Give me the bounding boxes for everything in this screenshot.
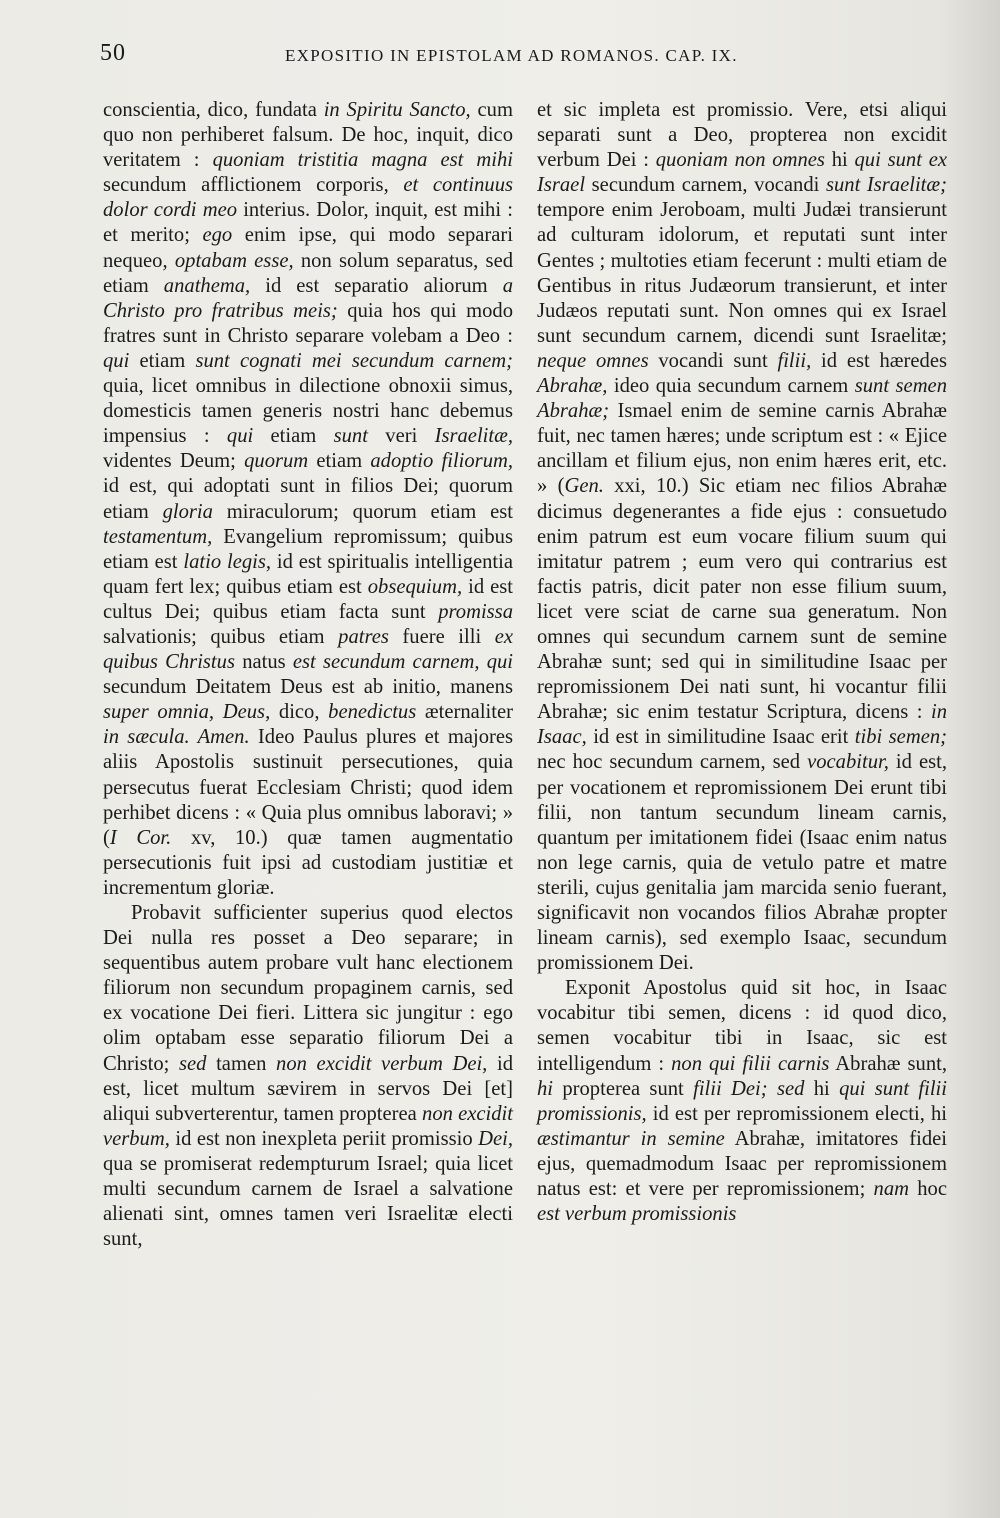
italic-text: obsequium,	[367, 575, 463, 598]
text-run: Ideo Paulus plures et majores aliis Apostolis sustinuit persecutiones, quia persecutus fuerat Ecclesiam Christi; quod idem perhibet dicens : « Quia plus omnibus laboravi; » (	[103, 726, 514, 849]
italic-text: Gen.	[564, 475, 604, 498]
italic-text: Dei,	[478, 1127, 513, 1150]
text-run: id est in similitudine Isaac erit	[586, 726, 855, 749]
page-number: 50	[100, 40, 126, 66]
italic-text: sed	[179, 1052, 207, 1075]
italic-text: filii,	[777, 349, 812, 372]
italic-text: super omnia, Deus,	[103, 701, 271, 724]
text-run: id est, licet multum sævirem in servos Dei [et] aliqui subverterentur, tamen propterea	[103, 1052, 513, 1125]
italic-text: sunt semen Abrahæ;	[537, 375, 947, 423]
text-run: propterea sunt	[553, 1077, 694, 1100]
italic-text: sunt Israelitæ;	[825, 174, 948, 197]
text-run: id est non inexpleta periit promissio	[169, 1127, 479, 1150]
italic-text: in Spiritu Sancto,	[323, 99, 471, 121]
running-header	[100, 40, 950, 80]
italic-text: adoptio filiorum,	[370, 450, 514, 473]
italic-text: nam	[873, 1178, 910, 1201]
text-run: Ismael enim de semine carnis Abrahæ fuit, nec tamen hæres; unde scriptum est : « Ejice ancillam et filium ejus, non enim hæres erit, etc. » (	[537, 400, 947, 498]
text-run: secundum carnem, vocandi	[585, 174, 826, 197]
text-run: tempore enim Jeroboam, multi Judæi transierunt ad culturam idolorum, et reputati sunt inter Gentes ; multoties etiam fecerunt : multi etiam de Gentibus in ritus Judæorum transierunt, et inter Judæos reputati sunt. Non omnes qui ex Israel sunt secundum carnem, dicendi sunt Israelitæ;	[537, 199, 947, 347]
text-run: id est cultus Dei; quibus etiam facta sunt	[103, 575, 513, 623]
text-run: xxi, 10.) Sic etiam nec filios Abrahæ dicimus degenerantes a fide ejus : consuetudo enim patrum est eum vocare filium suum qui imitatur patrem ; eum vero qui contrarius est factis patris, dicit pater non esse filium suum, licet vere sciat de carne sua generatum. Non omnes qui secundum carnem sunt de semine Abrahæ sunt; sed qui in similitudine Isaac per repromissionem Dei nati sunt, hi vocantur filii Abrahæ; sic enim testatur Scriptura, dicens :	[537, 475, 948, 724]
text-run: quia hos qui modo fratres sunt in Christo separare volebam a Deo :	[103, 299, 514, 347]
italic-text: quorum	[244, 450, 309, 473]
text-run: id est hæredes	[811, 349, 947, 372]
text-run: id est spiritualis intelligentia quam fert lex; quibus etiam est	[103, 550, 513, 598]
text-run: secundum Deitatem Deus est ab initio, manens	[103, 676, 513, 699]
text-run: ideo quia secundum carnem	[607, 375, 855, 398]
italic-text: Israelitæ,	[434, 425, 513, 448]
text-run: videntes Deum;	[103, 450, 245, 473]
text-run: Abrahæ sunt,	[829, 1052, 947, 1075]
text-run: dico,	[270, 701, 329, 724]
italic-text: in sæcula. Amen.	[103, 726, 250, 749]
text-run: Evangelium repromissum; quibus etiam est	[103, 525, 513, 573]
italic-text: neque omnes	[537, 349, 649, 372]
text-run: Probavit sufficienter superius quod electos Dei nulla res posset a Deo separare; in sequentibus autem probare vult hanc electionem filiorum non secundum propaginem carnis, sed ex vocatione Dei fieri. Littera sic jungitur : ego olim optabam esse separatio filiorum Dei a Christo;	[103, 902, 513, 1075]
italic-text: non excidit verbum Dei,	[276, 1052, 488, 1075]
italic-text: æstimantur in semine	[537, 1127, 725, 1150]
italic-text: quoniam non omnes	[655, 149, 825, 172]
text-run: id est, qui adoptati sunt in filios Dei; quorum etiam	[103, 475, 513, 523]
italic-text: est secundum carnem, qui	[292, 651, 514, 674]
text-run: id est, per vocationem et repromissionem Dei erunt tibi filii, non tantum secundum lineam carnis, quantum per imitationem fidei (Isaac enim natus non lege carnis, quia de vetulo patre et matre sterili, cujus genitalia jam marcida senio fuerant, significavit non vocandos filios Abrahæ propter lineam carnis), sed exemplo Isaac, secundum promissionem Dei.	[537, 751, 947, 975]
italic-text: I Cor.	[109, 826, 172, 849]
italic-text: latio legis,	[183, 550, 272, 573]
text-run: Abrahæ, imitatores fidei ejus, quemadmodum Isaac per repromissionem natus est: et vere per repromissionem;	[537, 1127, 947, 1201]
italic-text: Abrahæ,	[537, 375, 608, 398]
left-column	[103, 98, 513, 1252]
text-run: tamen	[206, 1052, 277, 1075]
italic-text: est verbum promissionis	[537, 1203, 737, 1226]
italic-text: ego	[202, 224, 233, 247]
text-run: hoc	[909, 1178, 947, 1201]
text-run: fuere illi	[388, 625, 495, 648]
text-run: interius. Dolor, inquit, est mihi : et merito;	[103, 199, 513, 247]
paragraph	[103, 901, 513, 1252]
italic-text: qui	[103, 349, 130, 372]
text-run: non solum separatus, sed etiam	[103, 249, 514, 297]
paragraph	[537, 98, 947, 976]
text-run: enim ipse, qui modo separari nequeo,	[103, 224, 514, 272]
text-run: id est per repromissionem electi, hi	[646, 1102, 947, 1125]
running-title: EXPOSITIO IN EPISTOLAM AD ROMANOS. CAP. IX.	[285, 46, 738, 65]
italic-text: qui sunt filii promissionis,	[537, 1077, 947, 1125]
italic-text: promissa	[438, 600, 513, 623]
italic-text: sunt cognati mei secundum carnem;	[195, 349, 514, 372]
italic-text: anathema,	[163, 274, 251, 297]
italic-text: a Christo pro fratribus meis;	[103, 274, 513, 322]
text-run: etiam	[308, 450, 371, 473]
italic-text: non qui filii carnis	[671, 1052, 830, 1075]
right-column	[537, 98, 947, 1227]
italic-text: testamentum,	[103, 525, 213, 548]
text-run: conscientia, dico, fundata	[103, 99, 324, 121]
italic-text: gloria	[162, 500, 213, 523]
text-run: cum quo non perhiberet falsum. De hoc, inquit, dico veritatem :	[103, 99, 513, 172]
paragraph	[537, 976, 947, 1227]
text-run: vocandi sunt	[648, 349, 778, 372]
text-run: Exponit Apostolus quid sit hoc, in Isaac vocabitur tibi semen, dicens : id quod dico, semen vocabitur tibi in Isaac, sic est intelligendum :	[537, 977, 947, 1075]
italic-text: tibi semen;	[854, 726, 947, 749]
italic-text: patres	[338, 625, 389, 648]
italic-text: vocabitur,	[807, 751, 889, 774]
italic-text: non excidit verbum,	[103, 1102, 513, 1150]
italic-text: hi	[537, 1077, 554, 1100]
text-run: veri	[367, 425, 435, 448]
text-run: hi	[824, 149, 855, 172]
text-run: etiam	[253, 425, 334, 448]
text-run: qua se promiserat redempturum Israel; quia licet multi secundum carnem de Israel a salvatione alienati sint, omnes tamen veri Israelitæ electi sunt,	[103, 1152, 513, 1251]
italic-text: quoniam tristitia magna est mihi	[212, 149, 513, 172]
text-run: xv, 10.) quæ tamen augmentatio persecutionis fuit ipsi ad custodiam justitiæ et incrementum gloriæ.	[103, 826, 514, 899]
text-run: quia, licet omnibus in dilectione obnoxii simus, domesticis tamen generis nostri hanc debemus impensius :	[103, 375, 513, 448]
text-run: id est separatio aliorum	[250, 274, 503, 297]
text-run: etiam	[129, 349, 196, 372]
text-run: æternaliter	[416, 701, 513, 724]
italic-text: qui sunt ex Israel	[537, 149, 947, 197]
italic-text: in Isaac,	[537, 701, 947, 749]
italic-text: qui	[226, 425, 254, 448]
italic-text: benedictus	[328, 701, 417, 724]
italic-text: sunt	[333, 425, 368, 448]
text-run: miraculorum; quorum etiam est	[212, 500, 513, 523]
text-run: nec hoc secundum carnem, sed	[537, 751, 808, 774]
text-run: natus	[234, 651, 293, 674]
italic-text: optabam esse,	[174, 249, 294, 272]
text-run: et sic impleta est promissio. Vere, etsi aliqui separati sunt a Deo, propterea non excidit verbum Dei :	[537, 99, 947, 172]
text-run: salvationis; quibus etiam	[103, 625, 339, 648]
italic-text: filii Dei; sed	[693, 1077, 805, 1100]
text-run: secundum afflictionem corporis,	[103, 174, 404, 197]
italic-text: ex quibus Christus	[103, 625, 513, 674]
paragraph	[103, 98, 513, 901]
italic-text: et continuus dolor cordi meo	[103, 174, 513, 222]
text-run: hi	[804, 1077, 840, 1100]
